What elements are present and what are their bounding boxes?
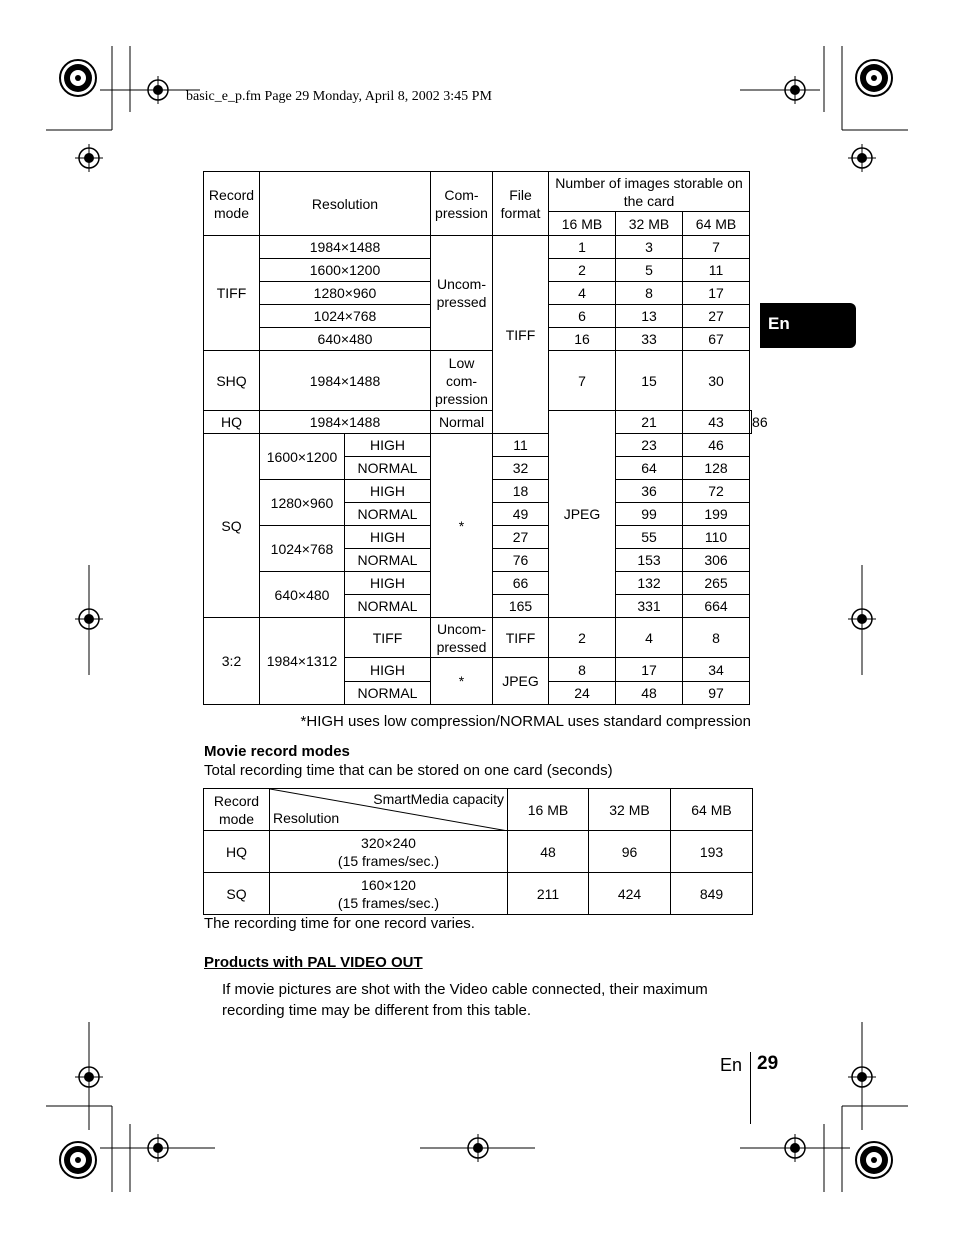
mode-cell: 3:2 (204, 618, 260, 705)
value-32mb: 99 (616, 503, 683, 526)
resolution-cell: 1984×1488 (260, 236, 431, 259)
resolution-cell: 1024×768 (260, 526, 345, 572)
resolution-value: 320×240 (361, 834, 416, 851)
mode-cell: HQ (204, 831, 270, 873)
page-language: En (720, 1055, 743, 1075)
resolution-cell: 1984×1312 (260, 618, 345, 705)
value-16mb: 11 (493, 434, 549, 457)
mode-cell: SQ (204, 873, 270, 915)
value-64mb: 34 (683, 658, 750, 682)
value-32mb: 5 (616, 259, 683, 282)
value-16mb: 211 (508, 873, 589, 915)
value-64mb: 306 (683, 549, 750, 572)
compression-cell: Uncom-pressed (431, 236, 493, 351)
value-32mb: 132 (616, 572, 683, 595)
resolution-cell: 1280×960 (260, 282, 431, 305)
mode-cell: TIFF (204, 236, 260, 351)
value-16mb: 4 (549, 282, 616, 305)
format-cell: TIFF (493, 618, 549, 658)
pal-text: If movie pictures are shot with the Video cable connected, their maximum recording time may be different from this table. (222, 981, 708, 1019)
value-32mb: 96 (589, 831, 671, 873)
movie-heading: Movie record modes (204, 743, 350, 760)
quality-cell: NORMAL (345, 503, 431, 526)
mode-cell: HQ (204, 411, 260, 434)
value-64mb: 27 (683, 305, 750, 328)
value-32mb: 8 (616, 282, 683, 305)
value-64mb: 199 (683, 503, 750, 526)
value-16mb: 49 (493, 503, 549, 526)
resolution-cell (270, 831, 508, 873)
value-16mb: 48 (508, 831, 589, 873)
value-16mb: 1 (549, 236, 616, 259)
value-16mb: 7 (549, 351, 616, 411)
value-32mb: 43 (683, 411, 750, 434)
pal-heading: Products with PAL VIDEO OUT (204, 954, 423, 971)
compression-cell: Normal (431, 411, 493, 434)
value-16mb: 2 (549, 259, 616, 282)
value-16mb: 8 (549, 658, 616, 682)
format-cell: JPEG (549, 411, 616, 618)
value-16mb: 21 (616, 411, 683, 434)
value-32mb: 4 (616, 618, 683, 658)
quality-cell: NORMAL (345, 457, 431, 480)
header-compression: Com-pression (431, 172, 493, 236)
header-32mb: 32 MB (589, 789, 671, 831)
value-64mb: 265 (683, 572, 750, 595)
header-16mb: 16 MB (508, 789, 589, 831)
value-32mb: 55 (616, 526, 683, 549)
mode-cell: SQ (204, 434, 260, 618)
movie-time-table (203, 788, 753, 915)
resolution-cell: 1600×1200 (260, 259, 431, 282)
header-record-mode: Record mode (204, 172, 260, 236)
format-cell: TIFF (493, 236, 549, 434)
value-16mb: 16 (549, 328, 616, 351)
value-16mb: 66 (493, 572, 549, 595)
header-resolution: Resolution (260, 172, 431, 236)
resolution-cell (270, 873, 508, 915)
value-32mb: 23 (616, 434, 683, 457)
resolution-value: 160×120 (361, 876, 416, 893)
resolution-cell: 640×480 (260, 328, 431, 351)
value-16mb: 32 (493, 457, 549, 480)
value-64mb: 8 (683, 618, 750, 658)
header-capacity: SmartMedia capacity (373, 791, 504, 807)
page-divider (750, 1052, 751, 1124)
value-32mb: 17 (616, 658, 683, 682)
value-64mb: 7 (683, 236, 750, 259)
quality-cell: HIGH (345, 526, 431, 549)
resolution-cell: 1984×1488 (260, 351, 431, 411)
value-64mb: 128 (683, 457, 750, 480)
compression-cell: Uncom-pressed (431, 618, 493, 658)
page-number: 29 (757, 1053, 779, 1074)
resolution-cell: 640×480 (260, 572, 345, 618)
header-file-format: File format (493, 172, 549, 236)
value-32mb: 48 (616, 682, 683, 705)
resolution-cell: 1024×768 (260, 305, 431, 328)
movie-note: The recording time for one record varies. (204, 915, 475, 932)
value-32mb: 3 (616, 236, 683, 259)
quality-cell: NORMAL (345, 549, 431, 572)
resolution-cell: 1280×960 (260, 480, 345, 526)
quality-cell: HIGH (345, 572, 431, 595)
resolution-cell: 1600×1200 (260, 434, 345, 480)
header-64mb: 64 MB (671, 789, 753, 831)
frame-rate: (15 frames/sec.) (337, 894, 440, 911)
value-32mb: 13 (616, 305, 683, 328)
header-16mb: 16 MB (549, 212, 616, 236)
value-64mb: 86 (750, 411, 752, 434)
header-32mb: 32 MB (616, 212, 683, 236)
value-64mb: 110 (683, 526, 750, 549)
header-resolution: Resolution (273, 810, 340, 826)
value-64mb: 97 (683, 682, 750, 705)
value-64mb: 30 (683, 351, 750, 411)
compression-cell: * (431, 658, 493, 705)
value-16mb: 24 (549, 682, 616, 705)
value-16mb: 2 (549, 618, 616, 658)
value-64mb: 664 (683, 595, 750, 618)
quality-cell: HIGH (345, 658, 431, 682)
value-32mb: 153 (616, 549, 683, 572)
header-number-images: Number of images storable on the card (549, 172, 750, 212)
format-cell: JPEG (493, 658, 549, 705)
value-32mb: 15 (616, 351, 683, 411)
compression-cell: Low com-pression (431, 351, 493, 411)
frame-rate: (15 frames/sec.) (337, 852, 440, 869)
value-16mb: 76 (493, 549, 549, 572)
value-64mb: 11 (683, 259, 750, 282)
value-64mb: 67 (683, 328, 750, 351)
mode-cell: SHQ (204, 351, 260, 411)
value-64mb: 849 (671, 873, 753, 915)
value-32mb: 64 (616, 457, 683, 480)
value-64mb: 193 (671, 831, 753, 873)
value-16mb: 18 (493, 480, 549, 503)
resolution-cell: 1984×1488 (260, 411, 431, 434)
value-16mb: 165 (493, 595, 549, 618)
quality-cell: TIFF (345, 618, 431, 658)
value-16mb: 6 (549, 305, 616, 328)
file-header: basic_e_p.fm Page 29 Monday, April 8, 2002 3:45 PM (186, 89, 492, 104)
language-tab: En (760, 303, 856, 348)
value-64mb: 46 (683, 434, 750, 457)
quality-cell: HIGH (345, 434, 431, 457)
header-diagonal-cell (270, 789, 508, 831)
movie-intro: Total recording time that can be stored on one card (seconds) (204, 762, 613, 779)
value-32mb: 331 (616, 595, 683, 618)
image-capacity-table (203, 171, 768, 705)
header-record-mode: Record mode (204, 789, 270, 831)
value-32mb: 33 (616, 328, 683, 351)
quality-cell: HIGH (345, 480, 431, 503)
value-16mb: 27 (493, 526, 549, 549)
quality-cell: NORMAL (345, 595, 431, 618)
value-32mb: 36 (616, 480, 683, 503)
compression-cell: * (431, 434, 493, 618)
header-64mb: 64 MB (683, 212, 750, 236)
value-64mb: 17 (683, 282, 750, 305)
quality-cell: NORMAL (345, 682, 431, 705)
value-32mb: 424 (589, 873, 671, 915)
value-64mb: 72 (683, 480, 750, 503)
compression-footnote: *HIGH uses low compression/NORMAL uses standard compression (300, 713, 751, 730)
